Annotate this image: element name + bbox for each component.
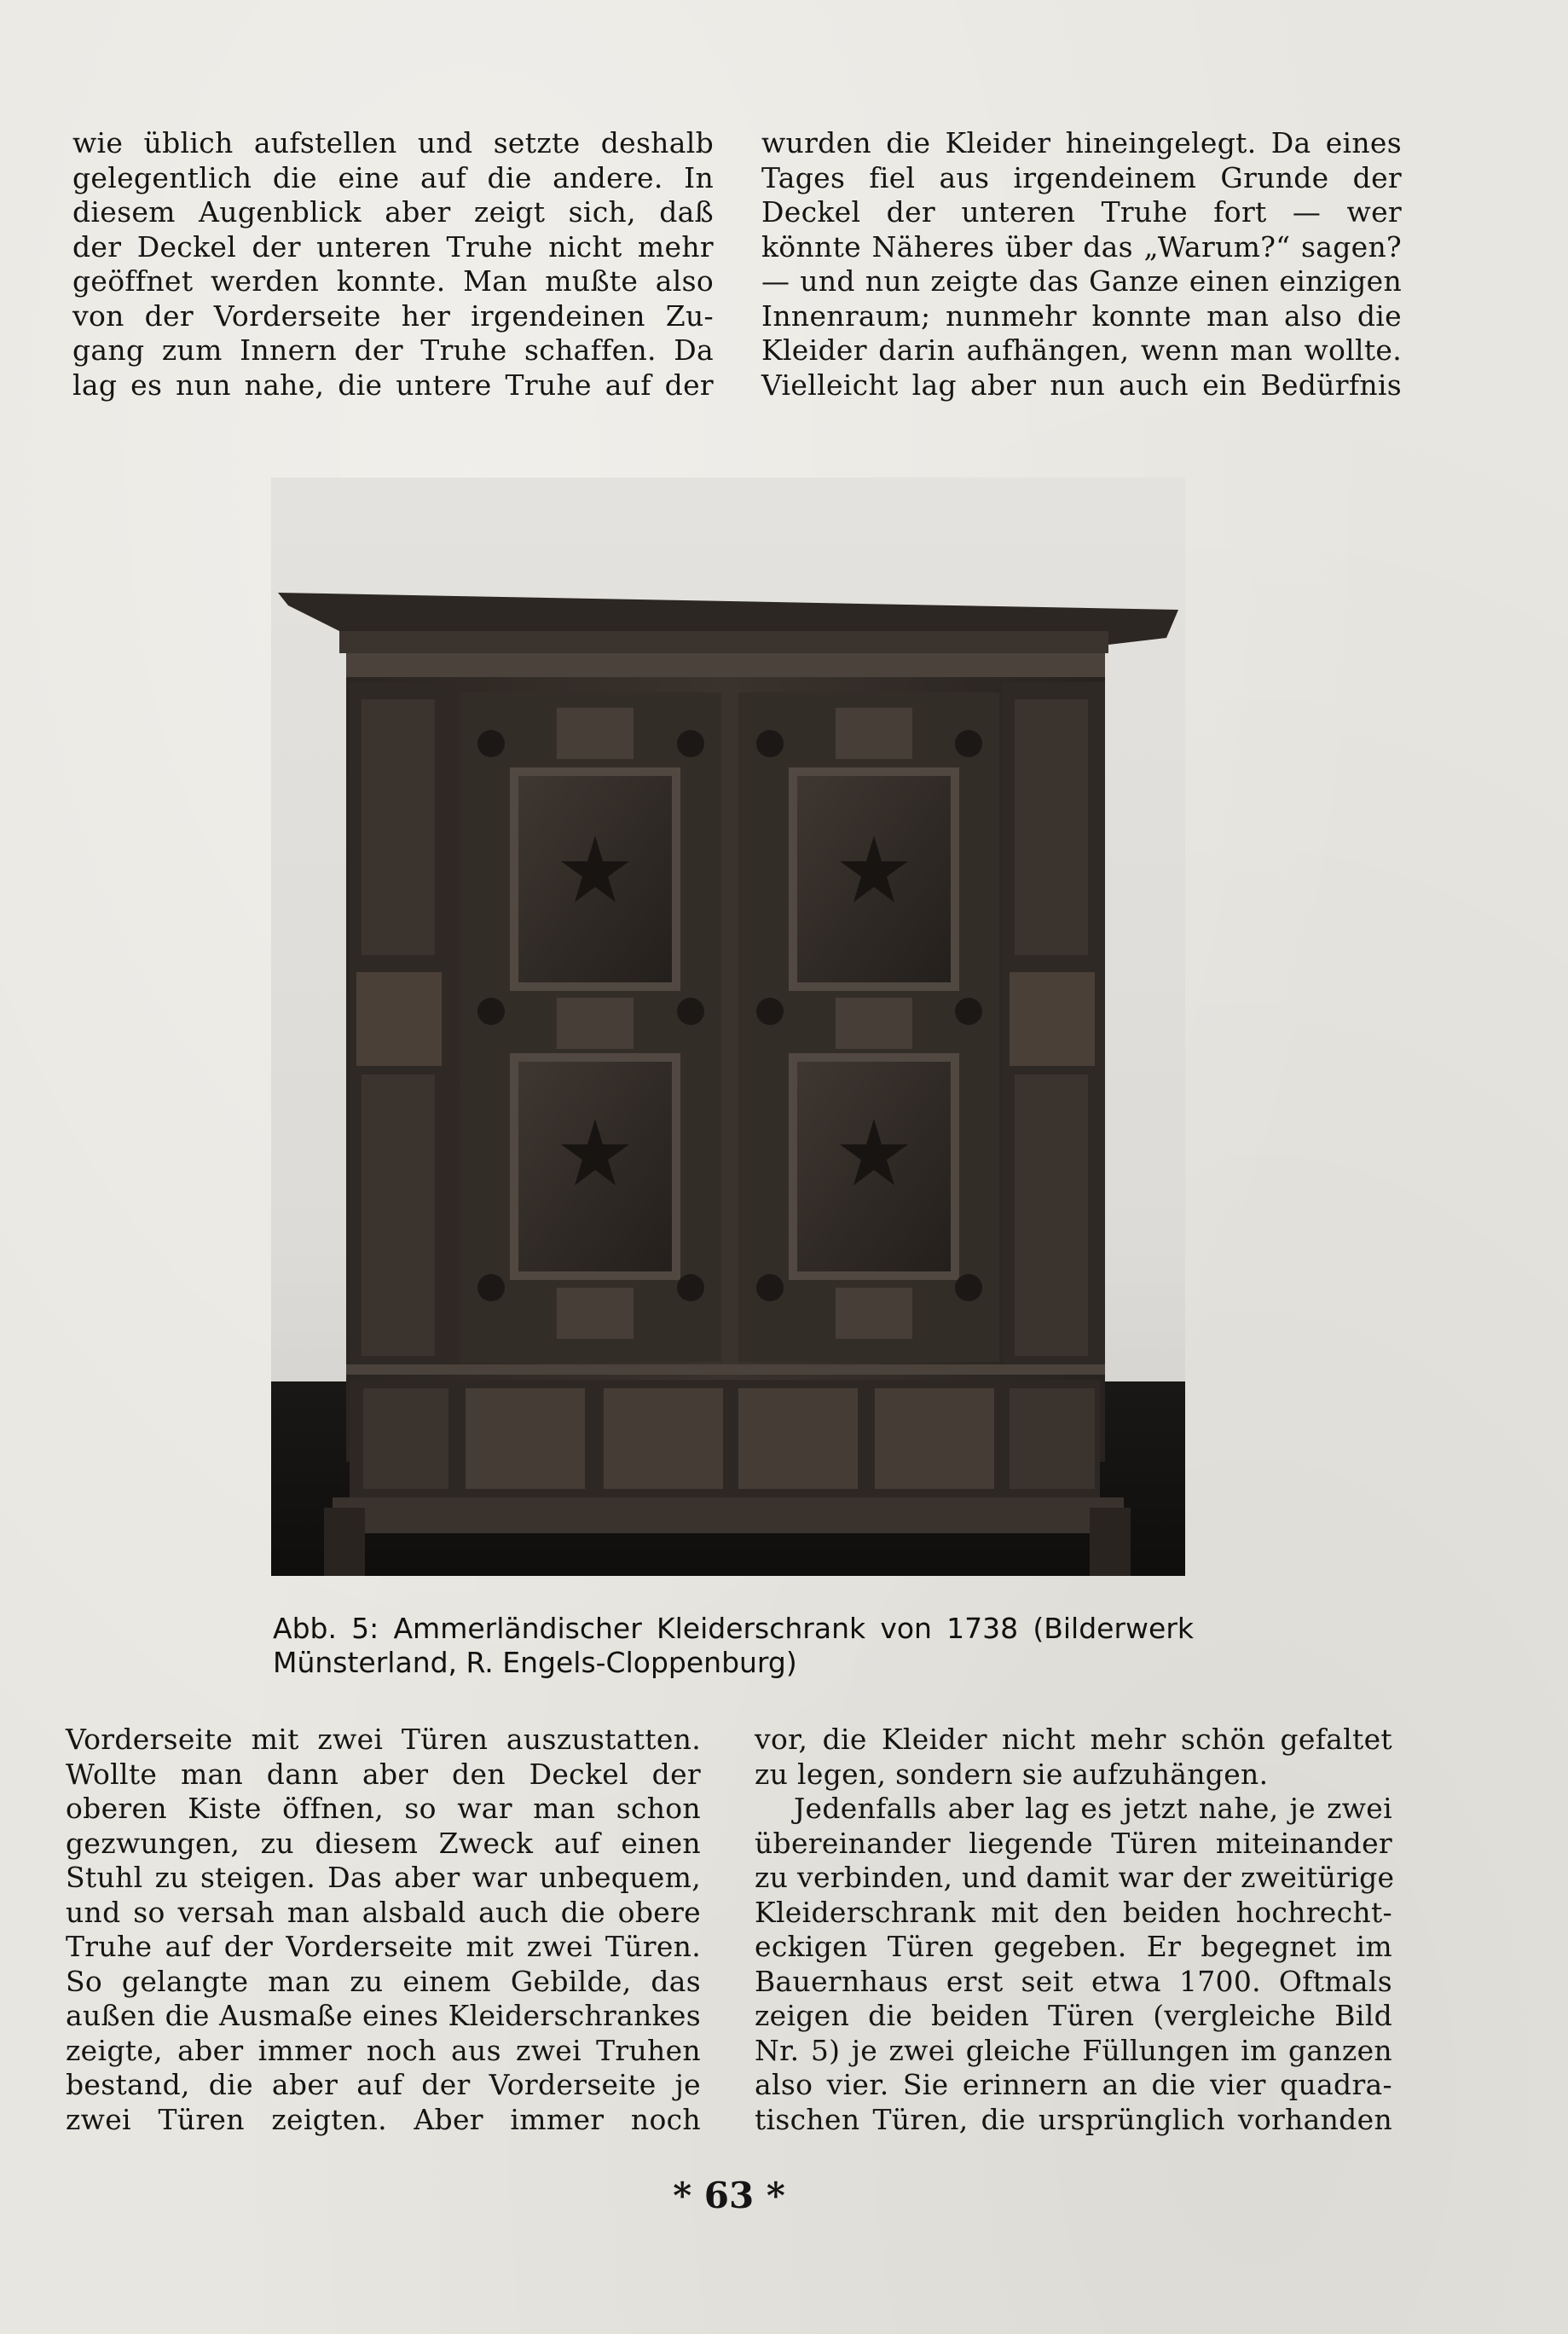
text-line: außen die Ausmaße eines Kleiderschrankes (66, 1999, 701, 2032)
text-line: — und nun zeigte das Ganze einen einzigen (761, 264, 1402, 298)
text-line: übereinander liegende Türen miteinander (755, 1826, 1392, 1860)
text-line: geöffnet werden konnte. Man mußte also (72, 264, 714, 298)
text-line: Deckel der unteren Truhe fort — wer (761, 195, 1402, 229)
text-line: zeigen die beiden Türen (vergleiche Bild (755, 1999, 1392, 2032)
text-line: zwei Türen zeigten. Aber immer noch (66, 2102, 701, 2136)
text-line: gelegentlich die eine auf die andere. In (72, 160, 714, 194)
text-line: und so versah man alsbald auch die obere (66, 1895, 701, 1929)
text-line: lag es nun nahe, die untere Truhe auf der (72, 368, 714, 402)
wardrobe-photo (271, 478, 1185, 1576)
text-line: zu legen, sondern sie aufzuhängen. (755, 1757, 1269, 1791)
page-number: * 63 * (673, 2175, 785, 2216)
text-line: zu verbinden, und damit war der zweitürige (755, 1861, 1395, 1894)
text-line: zeigte, aber immer noch aus zwei Truhen (66, 2033, 701, 2067)
text-line: Innenraum; nunmehr konnte man also die (761, 298, 1402, 333)
text-line: Nr. 5) je zwei gleiche Füllungen im ganzen (755, 2033, 1392, 2067)
text-column-bottom-left (66, 1723, 701, 2137)
text-line: Vorderseite mit zwei Türen auszustatten. (66, 1723, 701, 1756)
text-line: diesem Augenblick aber zeigt sich, daß (72, 195, 714, 229)
text-line: Vielleicht lag aber nun auch ein Bedürfnis (761, 368, 1402, 402)
text-line: von der Vorderseite her irgendeinen Zu- (72, 298, 714, 333)
text-line: eckigen Türen gegeben. Er begegnet im (755, 1930, 1392, 1963)
text-line: vor, die Kleider nicht mehr schön gefaltet (755, 1723, 1392, 1756)
text-line: So gelangte man zu einem Gebilde, das (66, 1964, 701, 1998)
text-line: Wollte man dann aber den Deckel der (66, 1757, 701, 1791)
text-line: Bauernhaus erst seit etwa 1700. Oftmals (755, 1964, 1392, 1998)
text-line: tischen Türen, die ursprünglich vorhanden (755, 2102, 1392, 2136)
text-line: Kleiderschrank mit den beiden hochrecht- (755, 1895, 1392, 1929)
caption-line: Abb. 5: Ammerländischer Kleiderschrank von 1738 (Bilderwerk (273, 1612, 1194, 1645)
text-line: oberen Kiste öffnen, so war man schon (66, 1792, 701, 1825)
text-line: Jedenfalls aber lag es jetzt nahe, je zwei (794, 1792, 1392, 1825)
text-line: bestand, die aber auf der Vorderseite je (66, 2068, 701, 2101)
wardrobe-photo-icon (271, 478, 1185, 1576)
text-line: der Deckel der unteren Truhe nicht mehr (72, 229, 714, 264)
text-column-top-right (761, 126, 1402, 403)
caption-line: Münsterland, R. Engels-Cloppenburg) (273, 1646, 797, 1679)
text-line: könnte Näheres über das „Warum?“ sagen? (761, 229, 1402, 264)
text-line: also vier. Sie erinnern an die vier quadra- (755, 2068, 1392, 2101)
text-line: wurden die Kleider hineingelegt. Da eines (761, 126, 1402, 159)
text-line: Tages fiel aus irgendeinem Grunde der (761, 160, 1402, 194)
text-line: gezwungen, zu diesem Zweck auf einen (66, 1826, 701, 1860)
text-column-top-left (72, 126, 714, 403)
text-line: Stuhl zu steigen. Das aber war unbequem, (66, 1861, 701, 1894)
text-line: gang zum Innern der Truhe schaffen. Da (72, 333, 714, 367)
figure-caption (273, 1612, 1194, 1680)
text-column-bottom-right (755, 1723, 1395, 2137)
text-line: Kleider darin aufhängen, wenn man wollte. (761, 333, 1402, 367)
text-line: Truhe auf der Vorderseite mit zwei Türen. (66, 1930, 701, 1963)
text-line: wie üblich aufstellen und setzte deshalb (72, 126, 714, 159)
